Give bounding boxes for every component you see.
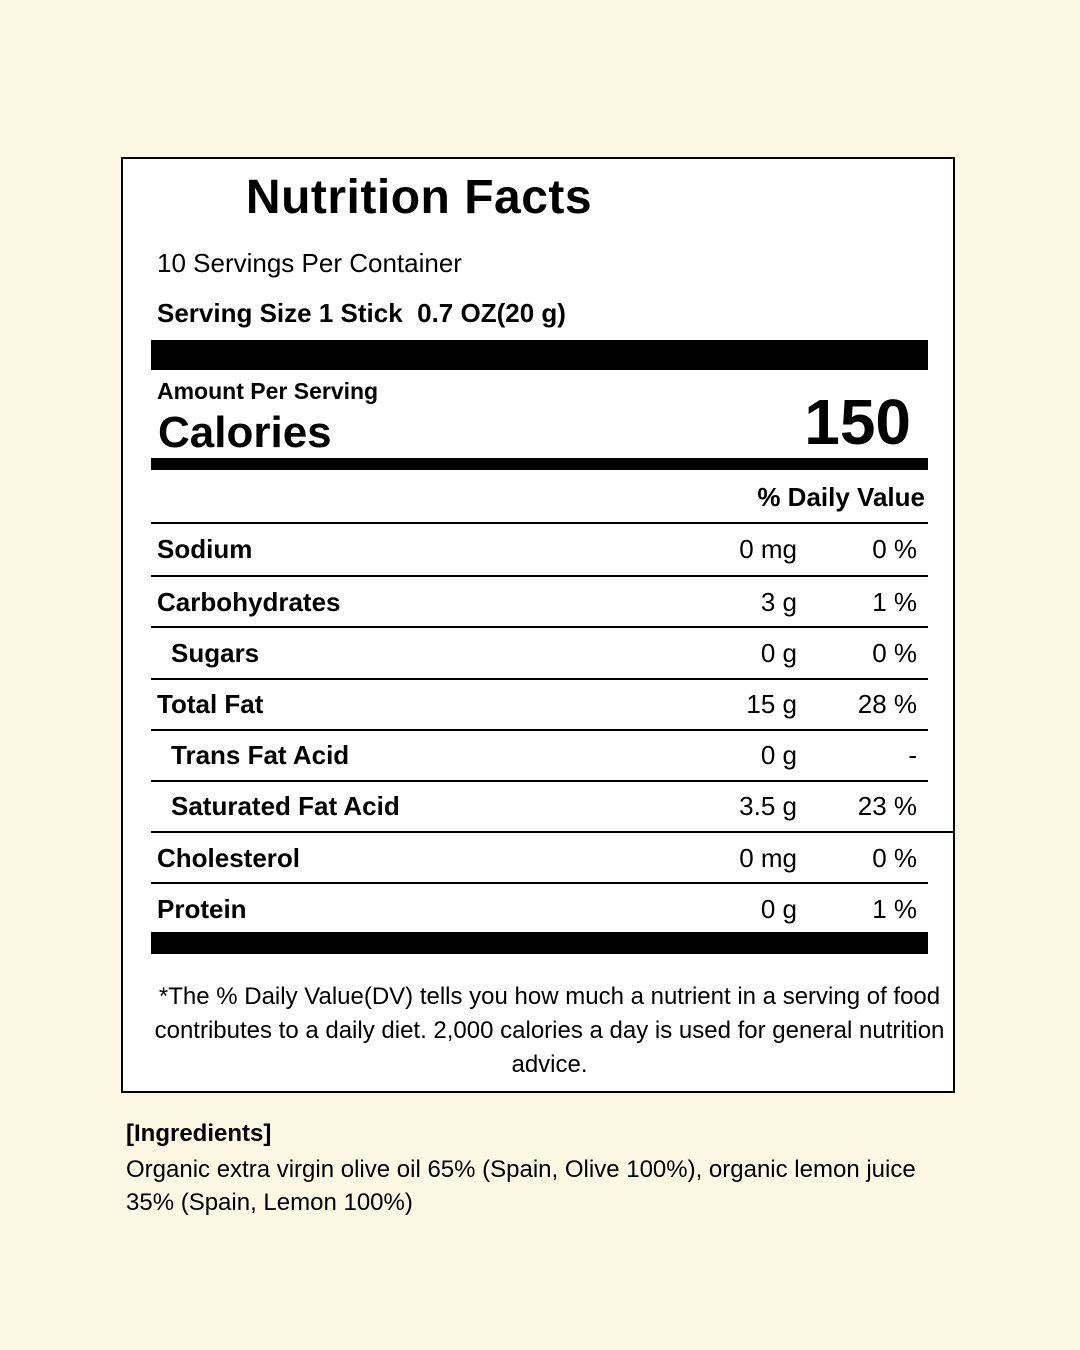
nutrient-daily-value: 28 % xyxy=(857,689,917,719)
nutrient-daily-value: 23 % xyxy=(857,791,917,821)
label-title: Nutrition Facts xyxy=(245,171,593,224)
nutrient-row-trans-fat xyxy=(151,730,928,781)
nutrient-daily-value: 0 % xyxy=(872,534,917,564)
nutrient-row-total-fat xyxy=(151,679,928,730)
ingredients-text: Organic extra virgin olive oil 65% (Spain, Olive 100%), organic lemon juice 35% (Spain, Lemon 100%) xyxy=(126,1156,916,1216)
nutrient-amount: 0 g xyxy=(760,638,797,668)
nutrient-row-sugars xyxy=(151,628,928,679)
nutrient-amount: 0 g xyxy=(760,740,797,770)
nutrient-daily-value: 1 % xyxy=(872,587,917,617)
nutrient-name: Sugars xyxy=(171,638,260,668)
nutrient-row-sodium xyxy=(151,524,928,575)
nutrient-name: Trans Fat Acid xyxy=(171,740,350,770)
nutrient-daily-value: - xyxy=(908,740,917,770)
nutrient-name: Sodium xyxy=(157,534,253,564)
serving-size: Serving Size 1 Stick 0.7 OZ(20 g) xyxy=(157,298,566,328)
ingredients-title: [Ingredients] xyxy=(126,1120,272,1147)
calories-label: Calories xyxy=(158,408,332,457)
nutrient-name: Carbohydrates xyxy=(157,587,341,617)
amount-per-serving: Amount Per Serving xyxy=(157,378,379,404)
nutrient-daily-value: 0 % xyxy=(872,638,917,668)
calories-value: 150 xyxy=(804,386,911,458)
nutrient-name: Total Fat xyxy=(157,689,264,719)
daily-value-header: % Daily Value xyxy=(757,482,925,512)
nutrient-row-protein xyxy=(151,884,928,935)
daily-value-footnote: *The % Daily Value(DV) tells you how much a nutrient in a serving of food contributes to a daily diet. 2,000 calories a day is used for general nutrition advice. xyxy=(154,983,945,1078)
medium-divider xyxy=(151,458,928,470)
thick-divider-top xyxy=(151,340,928,370)
nutrient-name: Cholesterol xyxy=(157,843,301,873)
nutrient-daily-value: 0 % xyxy=(872,843,917,873)
nutrient-row-saturated-fat xyxy=(151,781,928,832)
nutrient-amount: 3.5 g xyxy=(739,791,797,821)
nutrient-name: Protein xyxy=(157,894,247,924)
nutrient-amount: 0 g xyxy=(760,894,797,924)
nutrient-row-carbohydrates xyxy=(151,577,928,628)
nutrient-daily-value: 1 % xyxy=(872,894,917,924)
nutrient-amount: 3 g xyxy=(760,587,797,617)
nutrient-row-cholesterol xyxy=(151,833,928,884)
thick-divider-bottom xyxy=(151,932,928,954)
nutrient-name: Saturated Fat Acid xyxy=(171,791,400,821)
nutrient-amount: 0 mg xyxy=(739,843,797,873)
nutrient-amount: 0 mg xyxy=(739,534,797,564)
nutrient-amount: 15 g xyxy=(746,689,797,719)
servings-per-container: 10 Servings Per Container xyxy=(157,248,462,278)
